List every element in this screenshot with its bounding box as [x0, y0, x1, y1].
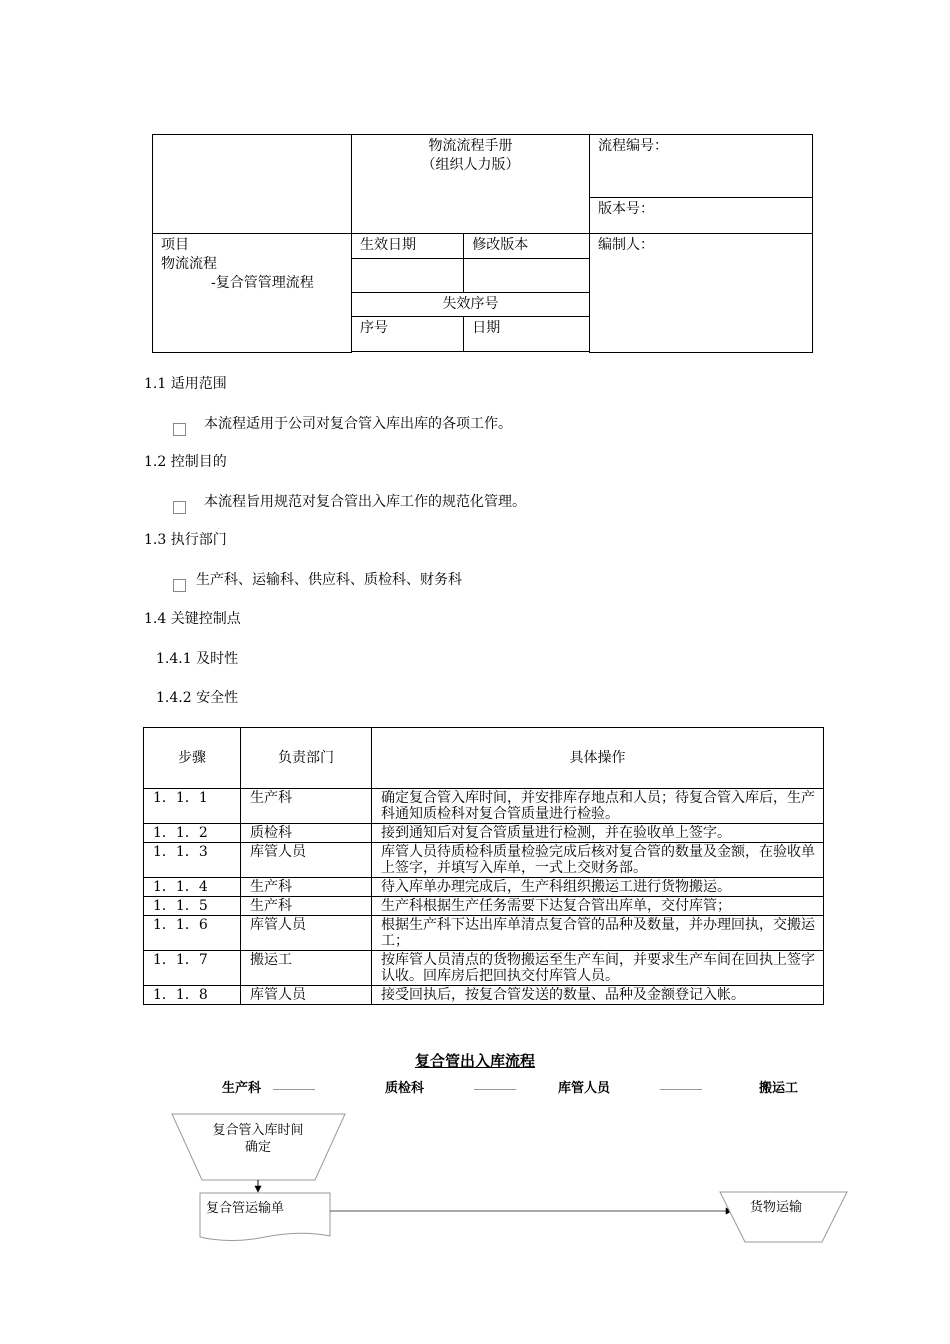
- lane-warehouse: 库管人员: [558, 1081, 611, 1096]
- bullet-box-icon: [173, 579, 186, 592]
- date-label: 日期: [464, 317, 590, 351]
- manual-title: 物流流程手册: [428, 138, 513, 154]
- steps-table: [143, 727, 824, 1005]
- dept-text: 生产科、运输科、供应科、质检科、财务科: [196, 572, 462, 588]
- effective-date-value: [352, 258, 464, 292]
- lane-quality: 质检科: [385, 1081, 425, 1096]
- table-row: [144, 843, 824, 878]
- op-cell: 生产科根据生产任务需要下达复合管出库单，交付库管；: [372, 897, 824, 916]
- op-cell: 接受回执后，按复合管发送的数量、品种及金额登记入帐。: [372, 986, 824, 1005]
- invalid-seq-label: 失效序号: [352, 293, 590, 317]
- col-header-operation: 具体操作: [372, 728, 824, 789]
- step-cell: 1．1．3: [144, 843, 241, 878]
- dept-cell: 生产科: [241, 878, 372, 897]
- bullet-box-icon: [173, 423, 186, 436]
- dept-heading: 1.3 执行部门: [144, 532, 227, 548]
- lane-porter: 搬运工: [759, 1081, 799, 1096]
- purpose-text: 本流程旨用规范对复合管出入库工作的规范化管理。: [204, 494, 526, 510]
- op-cell: 根据生产科下达出库单清点复合管的品种及数量，并办理回执，交搬运工；: [372, 916, 824, 951]
- step-cell: 1．1．5: [144, 897, 241, 916]
- step-cell: 1．1．8: [144, 986, 241, 1005]
- lane-divider: [660, 1089, 702, 1090]
- flowchart-diagram: [0, 1100, 950, 1250]
- lane-production: 生产科: [222, 1081, 262, 1096]
- key-point-1: 1.4.1 及时性: [156, 651, 239, 667]
- process-no-label: 流程编号：: [590, 135, 813, 198]
- project-category: 物流流程: [161, 256, 217, 273]
- document-node-label: 复合管运输单: [206, 1201, 285, 1216]
- dept-cell: 库管人员: [241, 916, 372, 951]
- revision-value: [464, 258, 590, 292]
- table-row: [144, 951, 824, 986]
- purpose-heading: 1.2 控制目的: [144, 454, 227, 470]
- op-cell: 待入库单办理完成后，生产科组织搬运工进行货物搬运。: [372, 878, 824, 897]
- transport-node-label: 货物运输: [749, 1200, 802, 1215]
- col-header-step: 步骤: [144, 728, 241, 789]
- manual-title-cell: [352, 135, 590, 234]
- manual-subtitle: （组织人力版）: [421, 157, 520, 173]
- step-cell: 1．1．2: [144, 824, 241, 843]
- bullet-box-icon: [173, 501, 186, 514]
- step-cell: 1．1．7: [144, 951, 241, 986]
- table-row: [144, 789, 824, 824]
- logo-cell: [153, 135, 352, 234]
- step-cell: 1．1．1: [144, 789, 241, 824]
- key-heading: 1.4 关键控制点: [144, 611, 241, 627]
- table-row: [144, 986, 824, 1005]
- col-header-dept: 负责部门: [241, 728, 372, 789]
- op-cell: 库管人员待质检科质量检验完成后核对复合管的数量及金额，在验收单上签字，并填写入库单，一式上交财务部。: [372, 843, 824, 878]
- step-cell: 1．1．6: [144, 916, 241, 951]
- dept-cell: 生产科: [241, 789, 372, 824]
- effective-date-label: 生效日期: [352, 234, 464, 258]
- start-node-label: 复合管入库时间确定: [212, 1123, 304, 1155]
- header-table: [152, 134, 813, 353]
- scope-heading: 1.1 适用范围: [144, 376, 227, 392]
- lane-divider: [474, 1089, 516, 1090]
- table-row: [144, 916, 824, 951]
- seq-label: 序号: [352, 317, 464, 351]
- version-label: 版本号：: [590, 197, 813, 234]
- project-label: 项目: [161, 237, 189, 254]
- step-cell: 1．1．4: [144, 878, 241, 897]
- lane-divider: [273, 1089, 315, 1090]
- dept-cell: 搬运工: [241, 951, 372, 986]
- op-cell: 接到通知后对复合管质量进行检测，并在验收单上签字。: [372, 824, 824, 843]
- op-cell: 按库管人员清点的货物搬运至生产车间，并要求生产车间在回执上签字认收。回库房后把回执交付库管人员。: [372, 951, 824, 986]
- table-row: [144, 897, 824, 916]
- dept-cell: 库管人员: [241, 843, 372, 878]
- table-row: [144, 878, 824, 897]
- project-name: -复合管管理流程: [211, 275, 314, 292]
- table-row: [144, 824, 824, 843]
- dept-cell: 质检科: [241, 824, 372, 843]
- author-label: 编制人：: [590, 234, 813, 353]
- project-cell: [153, 234, 352, 353]
- dept-cell: 库管人员: [241, 986, 372, 1005]
- flowchart-title: 复合管出入库流程: [414, 1052, 535, 1070]
- op-cell: 确定复合管入库时间，并安排库存地点和人员；待复合管入库后，生产科通知质检科对复合管质量进行检验。: [372, 789, 824, 824]
- scope-text: 本流程适用于公司对复合管入库出库的各项工作。: [204, 416, 512, 432]
- revision-label: 修改版本: [464, 234, 590, 258]
- key-point-2: 1.4.2 安全性: [156, 690, 239, 706]
- dept-cell: 生产科: [241, 897, 372, 916]
